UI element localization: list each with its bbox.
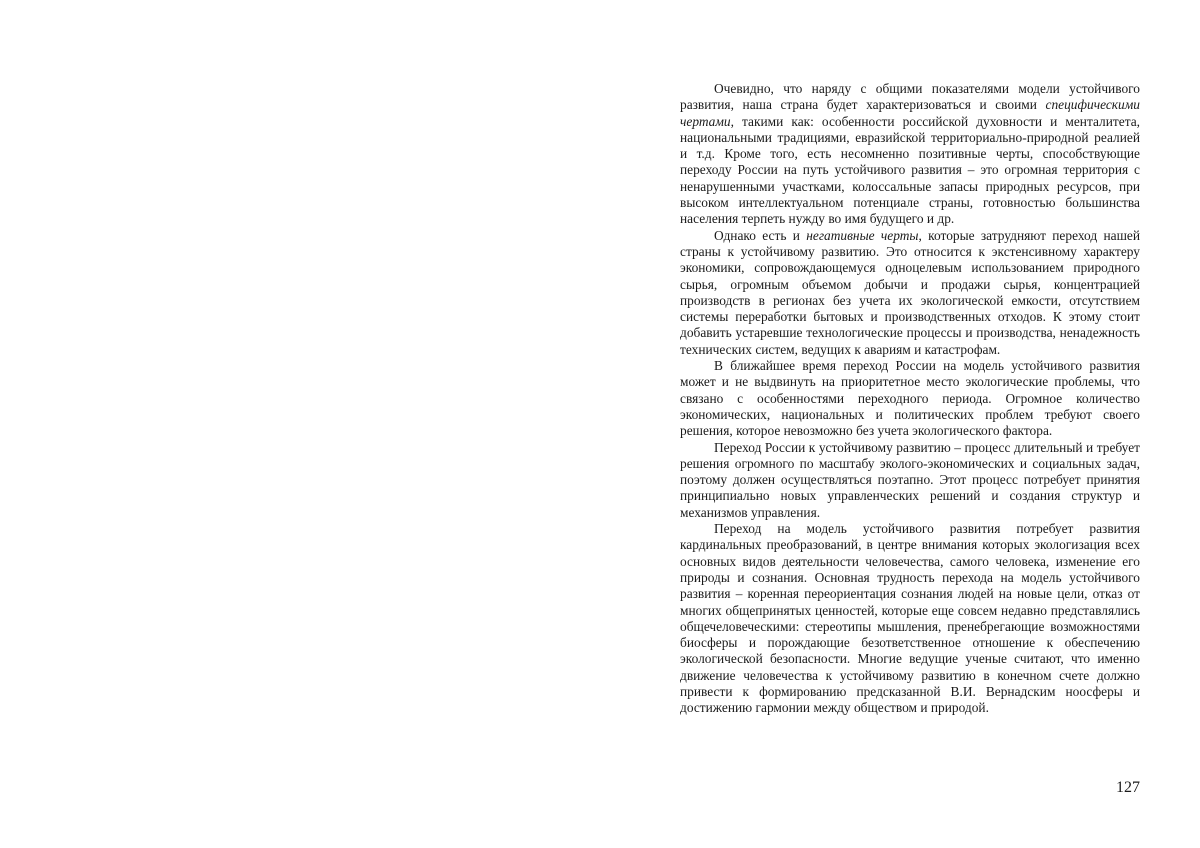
emphasis-specific-features: специфическими чертами — [680, 97, 1140, 129]
emphasis-negative-features: негативные черты — [806, 227, 919, 243]
paragraph-5: Переход на модель устойчивого развития потребует развития кардинальных преобразований, в центре внимания которых экологизация всех основных видов деятельности человечества, самого человека, изменение его природы и сознания. Основная трудность перехода на модель устойчивого развития – коренная переориентация сознания людей на новые цели, отказ от многих общепринятых ценностей, которые еще совсем недавно представлялись общечеловеческими: стереотипы мышления, пренебрегающие возможностями биосферы и порождающие безответственное отношение к обеспечению экологической безопасности. Многие ведущие ученые считают, что именно движение человечества к устойчивому развитию в конечном счете должно привести к формированию предсказанной В.И. Вернадским ноосферы и достижению гармонии между обществом и природой. — [680, 521, 1140, 716]
paragraph-4: Переход России к устойчивому развитию – процесс длительный и требует решения огромного по масштабу эколого-экономических и социальных задач, поэтому должен осуществляться поэтапно. Этот процесс потребует принятия принципиально новых управленческих решений и создания структур и механизмов управления. — [680, 439, 1140, 520]
paragraph-2: Однако есть и негативные черты, которые затрудняют переход нашей страны к устойчивому развитию. Это относится к экстенсивному характеру экономики, сопровождающемуся одноцелевым использованием природного сырья, огромным объемом добычи и продажи сырья, концентрацией производств в регионах без учета их экологической емкости, отсутствием системы переработки бытовых и производственных отходов. К этому стоит добавить устаревшие технологические процессы и производства, ненадежность технических систем, ведущих к авариям и катастрофам. — [680, 227, 1140, 357]
body-text — [680, 81, 1140, 717]
page-number: 127 — [1116, 779, 1140, 796]
paragraph-3: В ближайшее время переход России на модель устойчивого развития может и не выдвинуть на приоритетное место экологические проблемы, что связано с особенностями переходного периода. Огромное количество экономических, национальных и политических проблем требуют своего решения, которое невозможно без учета экологического фактора. — [680, 358, 1140, 439]
paragraph-1: Очевидно, что наряду с общими показателями модели устойчивого развития, наша страна будет характеризоваться и своими специфическими чертами, такими как: особенности российской духовности и менталитета, национальными традициями, евразийской территориально-природной реалией и т.д. Кроме того, есть несомненно позитивные черты, способствующие переходу России на путь устойчивого развития – это огромная территория с ненарушенными участками, колоссальные запасы природных ресурсов, при высоком интеллектуальном потенциале страны, готовностью большинства населения терпеть нужду во имя будущего и др. — [680, 81, 1140, 227]
